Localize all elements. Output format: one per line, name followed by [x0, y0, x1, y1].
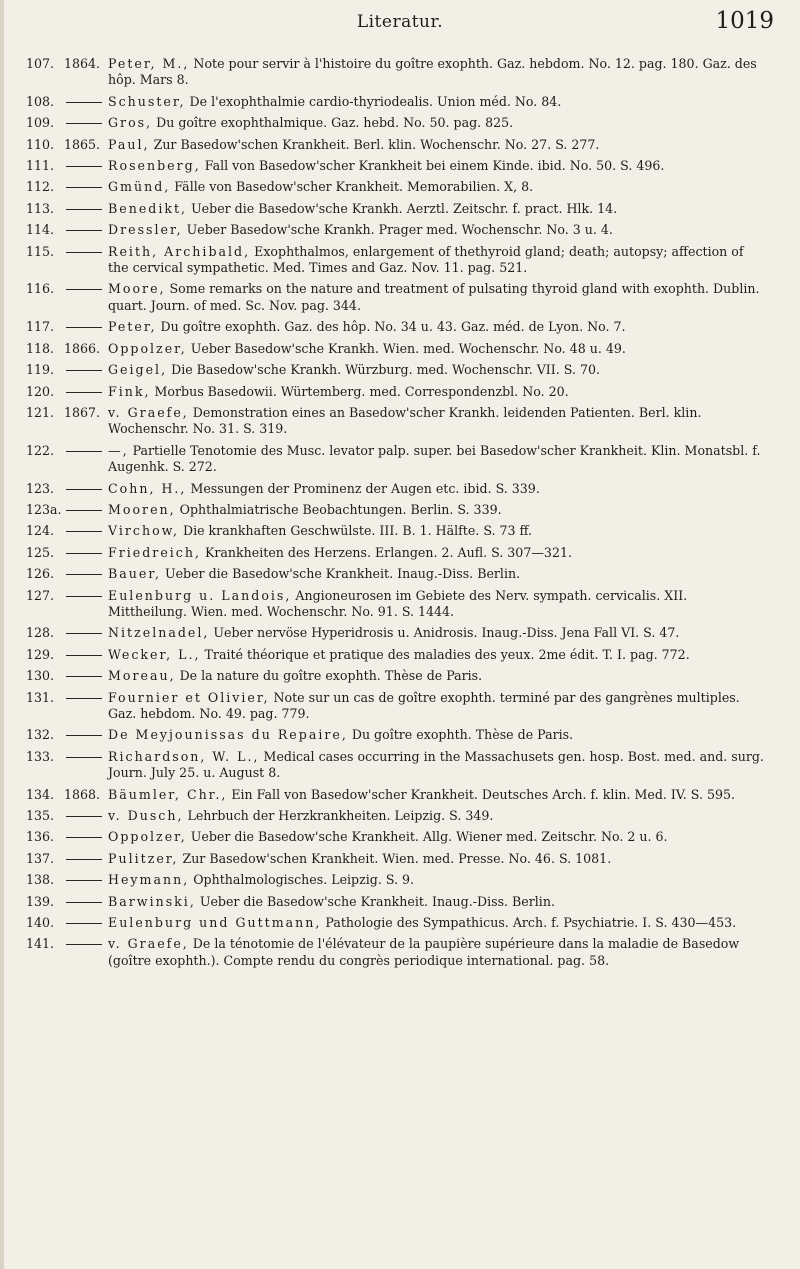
- bibliography-entry: [0, 727, 800, 743]
- entry-text: Traité théorique et pratique des maladies des yeux. 2me édit. T. I. pag. 772.: [200, 646, 690, 662]
- entry-text: Fälle von Basedow'scher Krankheit. Memorabilien. X, 8.: [170, 179, 534, 195]
- entry-author: Friedreich,: [108, 544, 201, 560]
- bibliography-entry: [0, 405, 800, 438]
- entry-year: 1868.: [64, 786, 101, 802]
- entry-text: Note sur un cas de goître exophth. terminé par des gangrènes multiples. Gaz. hebdom. No. 49. pag. 779.: [108, 689, 740, 721]
- bibliography-entry: [0, 787, 800, 803]
- entry-text: De la nature du goître exophth. Thèse de Paris.: [175, 668, 483, 684]
- entry-text: Ueber die Basedow'sche Krankheit. Allg. Wiener med. Zeitschr. No. 2 u. 6.: [186, 829, 668, 845]
- ditto-dash: [66, 880, 102, 881]
- ditto-dash: [66, 123, 102, 124]
- entry-author: Eulenburg und Guttmann,: [108, 915, 322, 931]
- entry-number: 107.: [26, 56, 55, 71]
- bibliography-entry: [0, 749, 800, 782]
- bibliography-entry: [0, 319, 800, 335]
- entry-text: Lehrbuch der Herzkrankheiten. Leipzig. S. 349.: [183, 808, 494, 824]
- bibliography-entry: [0, 829, 800, 845]
- entry-author: Oppolzer,: [108, 340, 187, 356]
- entry-text: Ueber die Basedow'sche Krankh. Aerztl. Zeitschr. f. pract. Hlk. 14.: [187, 200, 618, 216]
- ditto-dash: [66, 923, 102, 924]
- entry-author: Bäumler, Chr.,: [108, 786, 228, 802]
- entry-text: Zur Basedow'schen Krankheit. Wien. med. Presse. No. 46. S. 1081.: [178, 850, 612, 866]
- ditto-dash: [66, 327, 102, 328]
- ditto-dash: [66, 489, 102, 490]
- entry-author: Peter, M.,: [108, 56, 190, 71]
- ditto-dash: [66, 370, 102, 371]
- entry-author: Rosenberg,: [108, 158, 201, 174]
- entry-number: 139.: [26, 893, 55, 909]
- bibliography-list: [0, 56, 800, 974]
- entry-number: 117.: [26, 319, 55, 335]
- ditto-dash: [66, 230, 102, 231]
- entry-author: Moore,: [108, 281, 166, 297]
- entry-author: Benedikt,: [108, 200, 188, 216]
- entry-author: Nitzelnadel,: [108, 625, 210, 641]
- entry-number: 115.: [26, 243, 55, 259]
- bibliography-entry: [0, 281, 800, 314]
- entry-number: 137.: [26, 850, 55, 866]
- entry-author: Virchow,: [108, 523, 179, 539]
- header-title: Literatur.: [356, 12, 444, 32]
- ditto-dash: [66, 392, 102, 393]
- bibliography-entry: [0, 244, 800, 277]
- entry-number: 134.: [26, 786, 55, 802]
- entry-number: 110.: [26, 136, 55, 152]
- ditto-dash: [66, 944, 102, 945]
- entry-text: Messungen der Prominenz der Augen etc. ibid. S. 339.: [186, 480, 540, 496]
- entry-author: Geigel,: [108, 362, 168, 378]
- entry-text: Ueber Basedow'sche Krankh. Wien. med. Wochenschr. No. 48 u. 49.: [186, 340, 626, 356]
- ditto-dash: [66, 209, 102, 210]
- entry-text: Ueber die Basedow'sche Krankheit. Inaug.-Diss. Berlin.: [160, 566, 521, 582]
- entry-author: Moreau,: [108, 668, 176, 684]
- entry-year: 1866.: [64, 340, 101, 356]
- entry-author: Pulitzer,: [108, 850, 179, 866]
- entry-author: Gros,: [108, 115, 153, 131]
- entry-number: 133.: [26, 748, 55, 764]
- entry-author: Bauer,: [108, 566, 161, 582]
- bibliography-entry: [0, 362, 800, 378]
- entry-author: v. Graefe,: [108, 936, 189, 952]
- entry-text: De la ténotomie de l'élévateur de la paupière supérieure dans la maladie de Basedow (goître exophth.). Compte rendu du congrès periodique international. pag. 58.: [108, 936, 740, 968]
- entry-text: Exophthalmos, enlargement of thethyroid gland; death; autopsy; affection of the cervical sympathetic. Med. Times and Gaz. Nov. 11. pag. 521.: [108, 243, 744, 276]
- entry-author: Eulenburg u. Landois,: [108, 587, 292, 603]
- entry-number: 112.: [26, 179, 55, 195]
- bibliography-entry: [0, 872, 800, 888]
- bibliography-entry: [0, 384, 800, 400]
- ditto-dash: [66, 574, 102, 575]
- bibliography-entry: [0, 222, 800, 238]
- bibliography-entry: [0, 56, 800, 89]
- entry-number: 120.: [26, 383, 55, 399]
- entry-author: v. Dusch,: [108, 808, 184, 824]
- bibliography-entry: [0, 936, 800, 969]
- entry-number: 140.: [26, 915, 55, 931]
- entry-number: 109.: [26, 115, 55, 131]
- entry-text: Ophthalmologisches. Leipzig. S. 9.: [189, 872, 415, 888]
- bibliography-entry: [0, 443, 800, 476]
- entry-text: Some remarks on the nature and treatment of pulsating thyroid gland with exophth. Dublin. quart. Journ. of med. Sc. Nov. pag. 344.: [108, 281, 760, 313]
- ditto-dash: [66, 166, 102, 167]
- bibliography-entry: [0, 915, 800, 931]
- entry-author: Fink,: [108, 383, 151, 399]
- entry-text: De l'exophthalmie cardio-thyriodealis. Union méd. No. 84.: [185, 93, 562, 109]
- entry-text: Fall von Basedow'scher Krankheit bei einem Kinde. ibid. No. 50. S. 496.: [200, 158, 665, 174]
- bibliography-entry: [0, 690, 800, 723]
- entry-number: 123.: [26, 480, 55, 496]
- entry-number: 128.: [26, 625, 55, 641]
- ditto-dash: [66, 837, 102, 838]
- entry-author: Mooren,: [108, 501, 176, 517]
- entry-number: 113.: [26, 200, 55, 216]
- ditto-dash: [66, 902, 102, 903]
- page-number: 1019: [715, 8, 774, 34]
- bibliography-entry: [0, 94, 800, 110]
- ditto-dash: [66, 510, 102, 511]
- entry-author: Oppolzer,: [108, 829, 187, 845]
- entry-author: Gmünd,: [108, 179, 171, 195]
- bibliography-entry: [0, 341, 800, 357]
- entry-author: Richardson, W. L.,: [108, 748, 260, 764]
- entry-text: Du goître exophth. Thèse de Paris.: [347, 727, 574, 743]
- entry-text: Ueber Basedow'sche Krankh. Prager med. Wochenschr. No. 3 u. 4.: [182, 222, 613, 238]
- ditto-dash: [66, 596, 102, 597]
- entry-number: 123a.: [26, 501, 62, 517]
- bibliography-entry: [0, 566, 800, 582]
- bibliography-entry: [0, 502, 800, 518]
- entry-text: Die krankhaften Geschwülste. III. B. 1. Hälfte. S. 73 ff.: [178, 523, 533, 539]
- entry-year: 1864.: [64, 56, 101, 71]
- entry-text: Du goître exophth. Gaz. des hôp. No. 34 u. 43. Gaz. méd. de Lyon. No. 7.: [156, 319, 626, 335]
- entry-number: 121.: [26, 404, 55, 420]
- entry-author: Fournier et Olivier,: [108, 689, 270, 705]
- running-header: [0, 8, 800, 38]
- entry-author: Schuster,: [108, 93, 186, 109]
- entry-author: —,: [108, 442, 129, 458]
- entry-number: 116.: [26, 281, 55, 297]
- entry-text: Morbus Basedowii. Würtemberg. med. Correspondenzbl. No. 20.: [150, 383, 569, 399]
- bibliography-entry: [0, 851, 800, 867]
- ditto-dash: [66, 187, 102, 188]
- ditto-dash: [66, 676, 102, 677]
- entry-text: Partielle Tenotomie des Musc. levator palp. super. bei Basedow'scher Krankheit. Klin. Monatsbl. f. Augenhk. S. 272.: [108, 442, 761, 475]
- entry-number: 108.: [26, 93, 55, 109]
- entry-text: Ueber die Basedow'sche Krankheit. Inaug.-Diss. Berlin.: [195, 893, 555, 909]
- ditto-dash: [66, 102, 102, 103]
- entry-text: Ophthalmiatrische Beobachtungen. Berlin. S. 339.: [175, 501, 502, 517]
- bibliography-entry: [0, 481, 800, 497]
- ditto-dash: [66, 451, 102, 452]
- ditto-dash: [66, 252, 102, 253]
- ditto-dash: [66, 531, 102, 532]
- bibliography-entry: [0, 523, 800, 539]
- entry-text: Note pour servir à l'histoire du goître exophth. Gaz. hebdom. No. 12. pag. 180. Gaz. des hôp. Mars 8.: [108, 56, 757, 88]
- entry-number: 129.: [26, 646, 55, 662]
- entry-text: Die Basedow'sche Krankh. Würzburg. med. Wochenschr. VII. S. 70.: [167, 362, 600, 378]
- entry-number: 127.: [26, 587, 55, 603]
- entry-number: 118.: [26, 340, 55, 356]
- entry-text: Ein Fall von Basedow'scher Krankheit. Deutsches Arch. f. klin. Med. IV. S. 595.: [227, 786, 736, 802]
- bibliography-entry: [0, 158, 800, 174]
- entry-text: Medical cases occurring in the Massachusets gen. hosp. Bost. med. and. surg. Journ. July 25. u. August 8.: [108, 748, 764, 781]
- entry-author: Peter,: [108, 319, 157, 335]
- entry-number: 141.: [26, 936, 55, 952]
- bibliography-entry: [0, 115, 800, 131]
- ditto-dash: [66, 757, 102, 758]
- entry-number: 122.: [26, 442, 55, 458]
- entry-number: 130.: [26, 668, 55, 684]
- bibliography-entry: [0, 179, 800, 195]
- entry-author: Wecker, L.,: [108, 646, 201, 662]
- ditto-dash: [66, 816, 102, 817]
- entry-number: 126.: [26, 566, 55, 582]
- entry-text: Angioneurosen im Gebiete des Nerv. sympath. cervicalis. XII. Mittheilung. Wien. med. Wochenschr. No. 91. S. 1444.: [108, 587, 688, 619]
- entry-author: Barwinski,: [108, 893, 196, 909]
- ditto-dash: [66, 655, 102, 656]
- entry-number: 136.: [26, 829, 55, 845]
- entry-author: Reith, Archibald,: [108, 243, 251, 259]
- bibliography-entry: [0, 201, 800, 217]
- entry-number: 124.: [26, 523, 55, 539]
- entry-year: 1867.: [64, 404, 101, 420]
- bibliography-entry: [0, 808, 800, 824]
- bibliography-entry: [0, 625, 800, 641]
- entry-author: Dressler,: [108, 222, 183, 238]
- bibliography-entry: [0, 894, 800, 910]
- bibliography-entry: [0, 588, 800, 621]
- bibliography-entry: [0, 137, 800, 153]
- entry-year: 1865.: [64, 136, 101, 152]
- ditto-dash: [66, 553, 102, 554]
- entry-author: v. Graefe,: [108, 404, 189, 420]
- ditto-dash: [66, 289, 102, 290]
- entry-number: 132.: [26, 727, 55, 743]
- entry-text: Krankheiten des Herzens. Erlangen. 2. Aufl. S. 307—321.: [200, 544, 572, 560]
- entry-text: Du goître exophthalmique. Gaz. hebd. No. 50. pag. 825.: [152, 115, 514, 131]
- entry-author: Cohn, H.,: [108, 480, 187, 496]
- entry-number: 119.: [26, 362, 55, 378]
- entry-text: Ueber nervöse Hyperidrosis u. Anidrosis. Inaug.-Diss. Jena Fall VI. S. 47.: [209, 625, 680, 641]
- entry-number: 131.: [26, 689, 55, 705]
- entry-author: Paul,: [108, 136, 150, 152]
- ditto-dash: [66, 633, 102, 634]
- entry-number: 138.: [26, 872, 55, 888]
- bibliography-entry: [0, 545, 800, 561]
- entry-number: 114.: [26, 222, 55, 238]
- entry-author: Heymann,: [108, 872, 190, 888]
- bibliography-entry: [0, 668, 800, 684]
- entry-number: 135.: [26, 808, 55, 824]
- ditto-dash: [66, 698, 102, 699]
- entry-number: 111.: [26, 158, 55, 174]
- entry-text: Demonstration eines an Basedow'scher Krankh. leidenden Patienten. Berl. klin. Wochenschr. No. 31. S. 319.: [108, 404, 702, 437]
- entry-number: 125.: [26, 544, 55, 560]
- bibliography-entry: [0, 647, 800, 663]
- entry-text: Pathologie des Sympathicus. Arch. f. Psychiatrie. I. S. 430—453.: [321, 915, 737, 931]
- entry-author: De Meyjounissas du Repaire,: [108, 727, 348, 743]
- ditto-dash: [66, 859, 102, 860]
- entry-text: Zur Basedow'schen Krankheit. Berl. klin. Wochenschr. No. 27. S. 277.: [149, 136, 600, 152]
- ditto-dash: [66, 735, 102, 736]
